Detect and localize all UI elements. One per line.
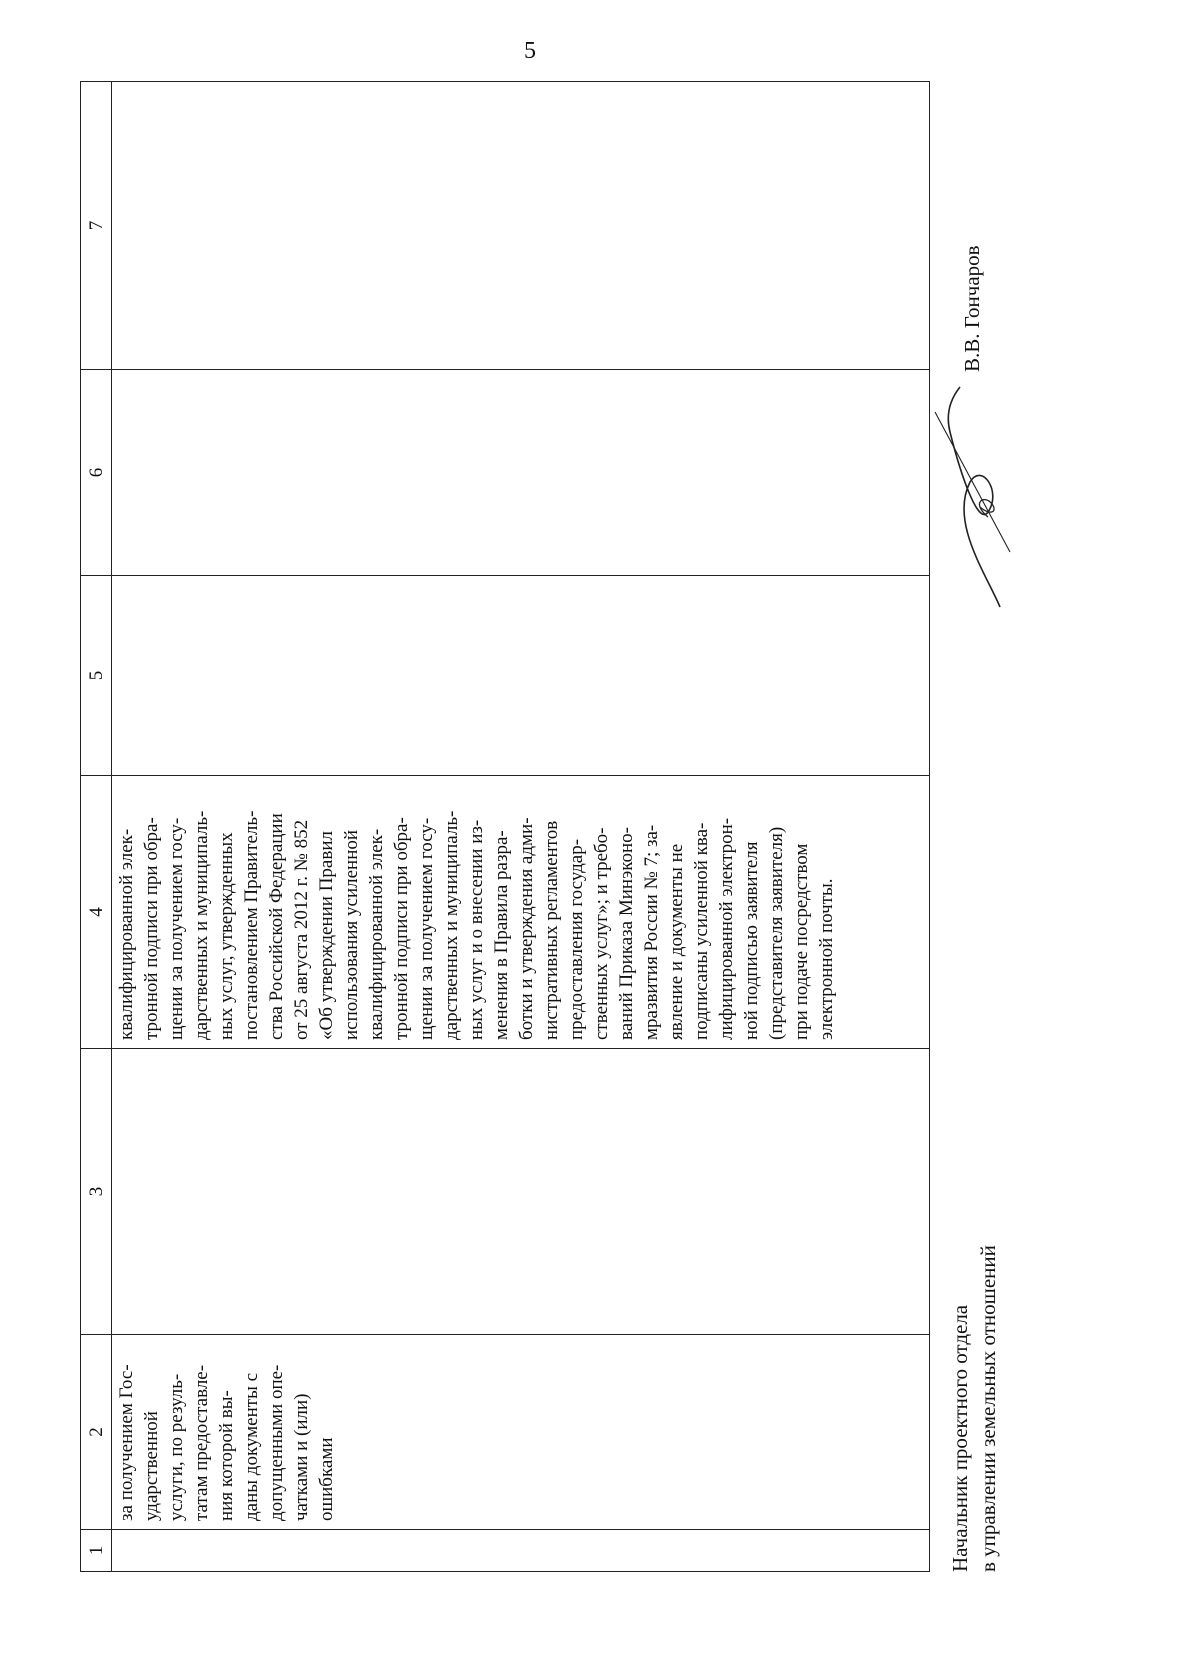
signatory-name: В.В. Гончаров (960, 245, 984, 372)
column-header-2: 2 (81, 1335, 112, 1530)
handwritten-signature (930, 382, 1020, 612)
table-cell-3 (112, 1049, 930, 1335)
table-row (112, 82, 930, 1572)
table-cell-5 (112, 576, 930, 776)
table-cell-2: за получением Гос- ударственной услуги, по резуль- татам предоставле- ния которой вы- даны документы с допущенными опе- чатками и (или) ошибками (112, 1335, 930, 1530)
column-header-3: 3 (81, 1049, 112, 1335)
document-table (80, 81, 930, 1572)
column-header-5: 5 (81, 576, 112, 776)
table-cell-7 (112, 82, 930, 370)
column-header-7: 7 (81, 82, 112, 370)
column-header-4: 4 (81, 776, 112, 1049)
table-cell-4: квалифицированной элек- тронной подписи при обра- щении за получением госу- дарственных и муниципаль- ных услуг, утвержденных постановлением Правитель- ства Российской Федерации от 25 августа 2012 г. № 852 «Об утверждении Правил использования усиленной квалифицированной элек- тронной подписи при обра- щении за получением госу- дарственных и муниципаль- ных услуг и о внесении из- менения в Правила разра- ботки и утверждения адми- нистративных регламентов предоставления государ- ственных услуг»; и требо- ваний Приказа Минэконо- мразвития России № 7; за- явление и документы не подписаны усиленной ква- лифицированной электрон- ной подписью заявителя (представителя заявителя) при подаче посредством электронной почты. (112, 776, 930, 1049)
column-header-6: 6 (81, 370, 112, 576)
rotated-page-content (80, 82, 1010, 1572)
table-cell-1 (112, 1530, 930, 1572)
page-number: 5 (524, 38, 536, 64)
signatory-position: Начальник проектного отдела в управлении земельных отношений (948, 1245, 1000, 1572)
table-cell-6 (112, 370, 930, 576)
table-header-row (81, 82, 112, 1572)
column-header-1: 1 (81, 1530, 112, 1572)
